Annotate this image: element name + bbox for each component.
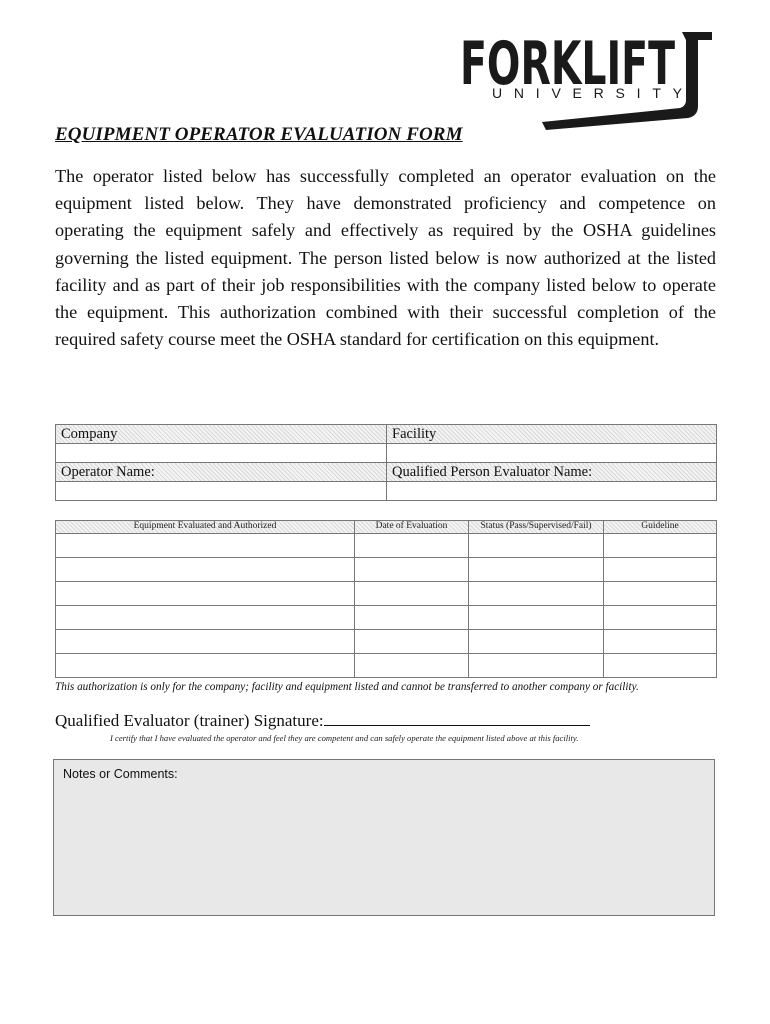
date-cell[interactable]: [355, 534, 469, 558]
operator-name-field[interactable]: [56, 482, 387, 501]
status-cell[interactable]: [469, 630, 604, 654]
table-row: [56, 582, 717, 606]
equipment-cell[interactable]: [56, 558, 355, 582]
guideline-cell[interactable]: [604, 654, 717, 678]
company-info-table: [55, 424, 717, 501]
guideline-cell[interactable]: [604, 630, 717, 654]
forklift-university-logo: [456, 26, 718, 138]
status-cell[interactable]: [469, 534, 604, 558]
table-row: [56, 654, 717, 678]
equipment-cell[interactable]: [56, 606, 355, 630]
table-row: [56, 630, 717, 654]
header-equipment: Equipment Evaluated and Authorized: [56, 521, 355, 534]
date-cell[interactable]: [355, 606, 469, 630]
signature-label: Qualified Evaluator (trainer) Signature:: [55, 711, 324, 730]
evaluator-name-label: Qualified Person Evaluator Name:: [387, 463, 717, 482]
guideline-cell[interactable]: [604, 558, 717, 582]
equipment-cell[interactable]: [56, 534, 355, 558]
date-cell[interactable]: [355, 558, 469, 582]
company-field[interactable]: [56, 444, 387, 463]
header-date: Date of Evaluation: [355, 521, 469, 534]
notes-label: Notes or Comments:: [63, 767, 178, 781]
header-status: Status (Pass/Supervised/Fail): [469, 521, 604, 534]
logo-wordmark: FORKLIFT: [460, 29, 676, 99]
date-cell[interactable]: [355, 582, 469, 606]
date-cell[interactable]: [355, 654, 469, 678]
table-row: [56, 534, 717, 558]
notes-box[interactable]: [53, 759, 715, 916]
certification-statement: I certify that I have evaluated the operator and feel they are competent and can safely operate the equipment listed above at this facility.: [110, 733, 579, 743]
table-row: [56, 558, 717, 582]
guideline-cell[interactable]: [604, 534, 717, 558]
guideline-cell[interactable]: [604, 606, 717, 630]
table-row: [56, 606, 717, 630]
evaluator-name-field[interactable]: [387, 482, 717, 501]
facility-field[interactable]: [387, 444, 717, 463]
facility-label: Facility: [387, 425, 717, 444]
signature-row: [55, 711, 590, 731]
status-cell[interactable]: [469, 654, 604, 678]
header-guideline: Guideline: [604, 521, 717, 534]
authorization-note: This authorization is only for the company; facility and equipment listed and cannot be transferred to another company or facility.: [55, 681, 639, 693]
status-cell[interactable]: [469, 606, 604, 630]
company-label: Company: [56, 425, 387, 444]
equipment-cell[interactable]: [56, 582, 355, 606]
status-cell[interactable]: [469, 558, 604, 582]
guideline-cell[interactable]: [604, 582, 717, 606]
signature-line[interactable]: [324, 711, 590, 726]
intro-paragraph: The operator listed below has successfully completed an operator evaluation on the equipment listed below. They have demonstrated proficiency and competence on operating the equipment safely and effectively as required by the OSHA guidelines governing the listed equipment. The person listed below is now authorized at the listed facility and as part of their job responsibilities with the company listed below to operate the equipment. This authorization combined with their successful completion of the required safety course meet the OSHA standard for certification on this equipment.: [55, 166, 716, 350]
form-title: EQUIPMENT OPERATOR EVALUATION FORM: [55, 124, 463, 145]
equipment-table: [55, 520, 717, 678]
status-cell[interactable]: [469, 582, 604, 606]
equipment-cell[interactable]: [56, 630, 355, 654]
equipment-cell[interactable]: [56, 654, 355, 678]
date-cell[interactable]: [355, 630, 469, 654]
logo-subtitle: UNIVERSITY: [492, 85, 682, 101]
operator-name-label: Operator Name:: [56, 463, 387, 482]
